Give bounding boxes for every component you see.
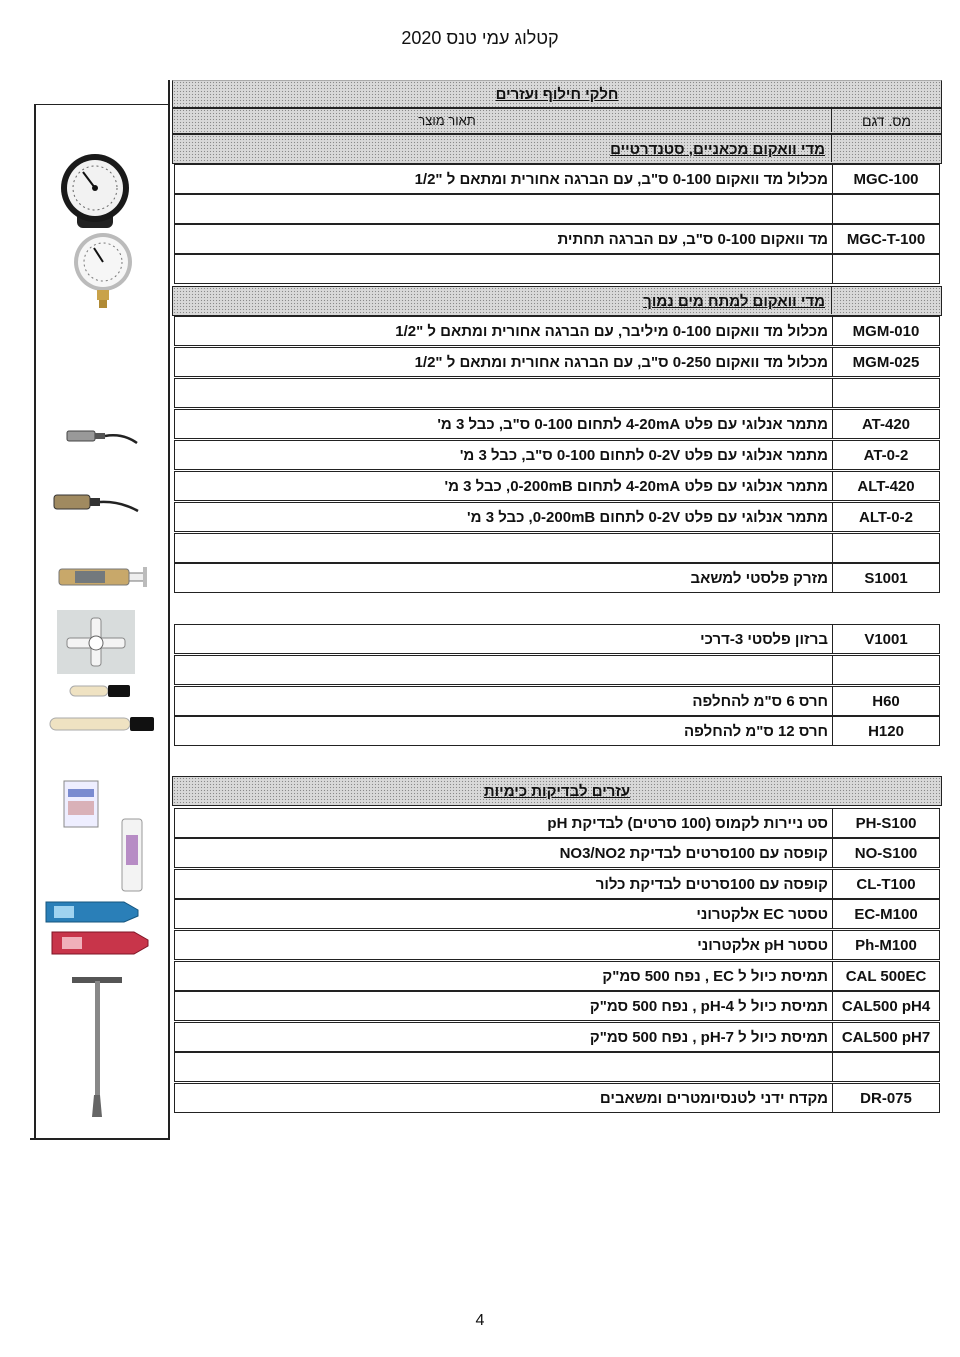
table-row [172,409,942,439]
section-mechanical-gauges [172,134,942,164]
description-text: תמיסת כיול ל pH-7 , נפח 500 סמ"ק [589,1028,828,1046]
table-row-blank [172,655,942,685]
transducer-image-1 [65,425,140,450]
table-row [172,563,942,593]
table-row [172,808,942,838]
table-row [172,716,942,746]
table-row [172,224,942,254]
column-header-description: תאור מוצר [418,113,476,128]
page-number: 4 [475,1312,485,1329]
model-cell: CAL 500EC [832,961,940,991]
table-row [172,991,942,1021]
description-text: מתמר אנלוגי עם פלט 0-2V לתחום 0-200mB, כבל 3 מ' [467,508,828,526]
description-cell [174,991,832,1021]
table-row-blank [172,1052,942,1082]
description-cell [174,502,832,532]
description-cell-empty [174,533,832,563]
description-cell [174,1083,832,1113]
model-cell: AT-0-2 [832,440,940,470]
description-cell [174,224,832,254]
table-title [172,80,942,108]
description-cell-empty [174,655,832,685]
description-cell [174,716,832,746]
table-row [172,869,942,899]
description-cell [174,164,832,194]
table-row [172,316,942,346]
description-cell [174,961,832,991]
description-text: חרס 12 ס"מ להחלפה [684,722,828,740]
table-row-blank [172,378,942,408]
description-cell [174,930,832,960]
column-header-row [172,108,942,134]
table-row [172,961,942,991]
table-row [172,624,942,654]
ceramic-tip-6cm-image [68,683,133,698]
section-model-cell [831,135,939,162]
description-cell [174,624,832,654]
description-cell [174,808,832,838]
column-header-model: מס. דגם [831,109,941,132]
section-low-tension-title: מדי וואקום למתח מים נמוך [643,292,825,310]
three-way-valve-image [57,610,135,674]
description-cell [174,563,832,593]
description-cell-empty [174,254,832,284]
image-column-right-border [168,80,170,1140]
hand-auger-image [70,975,125,1120]
description-text: סט ניירות לקמוס (100 סרטים) לבדיקת pH [547,814,828,832]
model-cell: AT-420 [832,409,940,439]
table-row [172,1083,942,1113]
description-text: קופסה עם 100סרטים לבדיקת כלור [595,875,828,893]
model-cell: PH-S100 [832,808,940,838]
table-row-blank [172,254,942,284]
description-cell-empty [174,378,832,408]
table-row [172,899,942,929]
model-cell: Ph-M100 [832,930,940,960]
description-cell [174,347,832,377]
model-cell-empty [832,533,940,563]
description-text: מכלול מד וואקום 0-250 ס"ב, עם הברגה אחורית ומתאם ל "1/2 [414,353,828,371]
table-row [172,347,942,377]
section-low-tension-gauges [172,286,942,316]
test-strips-image [60,775,150,895]
table-row [172,164,942,194]
ceramic-tip-12cm-image [48,715,158,733]
model-cell-empty [832,655,940,685]
vacuum-gauge-bottom-mount-image [70,232,138,310]
description-text: חרס 6 ס"מ להחלפה [692,692,828,710]
description-text: מזרק פלסטי למשאב [690,569,828,587]
model-cell: H120 [832,716,940,746]
syringe-image [55,563,153,591]
model-cell: CL-T100 [832,869,940,899]
description-text: תמיסת כיול ל pH-4 , נפח 500 סמ"ק [589,997,828,1015]
description-text: ברזון פלסטי 3-דרכי [700,630,828,648]
model-cell: DR-075 [832,1083,940,1113]
description-cell-empty [174,194,832,224]
model-cell: ALT-420 [832,471,940,501]
model-cell: MGC-T-100 [832,224,940,254]
description-text: מכלול מד וואקום 0-100 מיליבר, עם הברגה אחורית ומתאם ל "1/2 [395,322,828,340]
model-cell: CAL500 pH7 [832,1022,940,1052]
table-row [172,686,942,716]
table-row-blank [172,194,942,224]
description-cell [174,471,832,501]
ec-tester-image [44,898,140,926]
model-cell: NO-S100 [832,838,940,868]
model-cell: H60 [832,686,940,716]
model-cell: CAL500 pH4 [832,991,940,1021]
page-header-title: קטלוג עמי טנס 2020 [401,28,559,48]
image-column-left-border [34,104,36,1138]
table-row [172,502,942,532]
model-cell: ALT-0-2 [832,502,940,532]
transducer-image-2 [50,487,140,517]
model-cell: MGM-010 [832,316,940,346]
table-row [172,930,942,960]
description-text: מקדח ידני לטנסיומטרים ומשאבים [599,1089,828,1107]
description-text: מד וואקום 0-100 ס"ב, עם הברגה תחתית [557,230,828,248]
description-cell [174,869,832,899]
description-text: טסטר pH אלקטרוני [697,936,828,954]
description-text: מתמר אנלוגי עם פלט 4-20mA לתחום 0-200mB, כבל 3 מ' [444,477,828,495]
model-cell: S1001 [832,563,940,593]
section-mechanical-gauges-title: מדי וואקום מכאניים, סטנדרטיים [610,140,825,158]
ph-tester-image [50,928,150,958]
image-column-bottom-border [30,1138,170,1140]
model-cell-empty [832,254,940,284]
image-column-top-border [34,104,170,105]
table-row-blank [172,533,942,563]
table-row [172,838,942,868]
model-cell-empty [832,378,940,408]
description-cell [174,1022,832,1052]
description-cell [174,316,832,346]
section-chemical-tests-title: עזרים לבדיקות כימיות [483,782,631,800]
description-text: מתמר אנלוגי עם פלט 4-20mA לתחום 0-100 ס"ב, כבל 3 מ' [437,415,828,433]
description-cell [174,409,832,439]
table-row [172,1022,942,1052]
description-text: מכלול מד וואקום 0-100 ס"ב, עם הברגה אחורית ומתאם ל "1/2 [414,170,828,188]
section-model-cell [831,287,939,314]
description-text: טסטר EC אלקטרוני [696,905,828,923]
table-row [172,440,942,470]
description-cell [174,838,832,868]
section-chemical-tests [172,776,942,806]
description-cell [174,899,832,929]
table-title-text: חלקי חילוף ועזרים [495,85,619,103]
description-text: תמיסת כיול ל EC , נפח 500 סמ"ק [602,967,828,985]
model-cell-empty [832,1052,940,1082]
description-text: מתמר אנלוגי עם פלט 0-2V לתחום 0-100 ס"ב, כבל 3 מ' [459,446,828,464]
model-cell-empty [832,194,940,224]
table-row [172,471,942,501]
description-cell [174,686,832,716]
description-cell-empty [174,1052,832,1082]
description-cell [174,440,832,470]
model-cell: MGC-100 [832,164,940,194]
model-cell: V1001 [832,624,940,654]
description-text: קופסה עם 100סרטים לבדיקת NO3/NO2 [559,844,828,862]
model-cell: MGM-025 [832,347,940,377]
vacuum-gauge-back-mount-image [55,150,135,230]
model-cell: EC-M100 [832,899,940,929]
